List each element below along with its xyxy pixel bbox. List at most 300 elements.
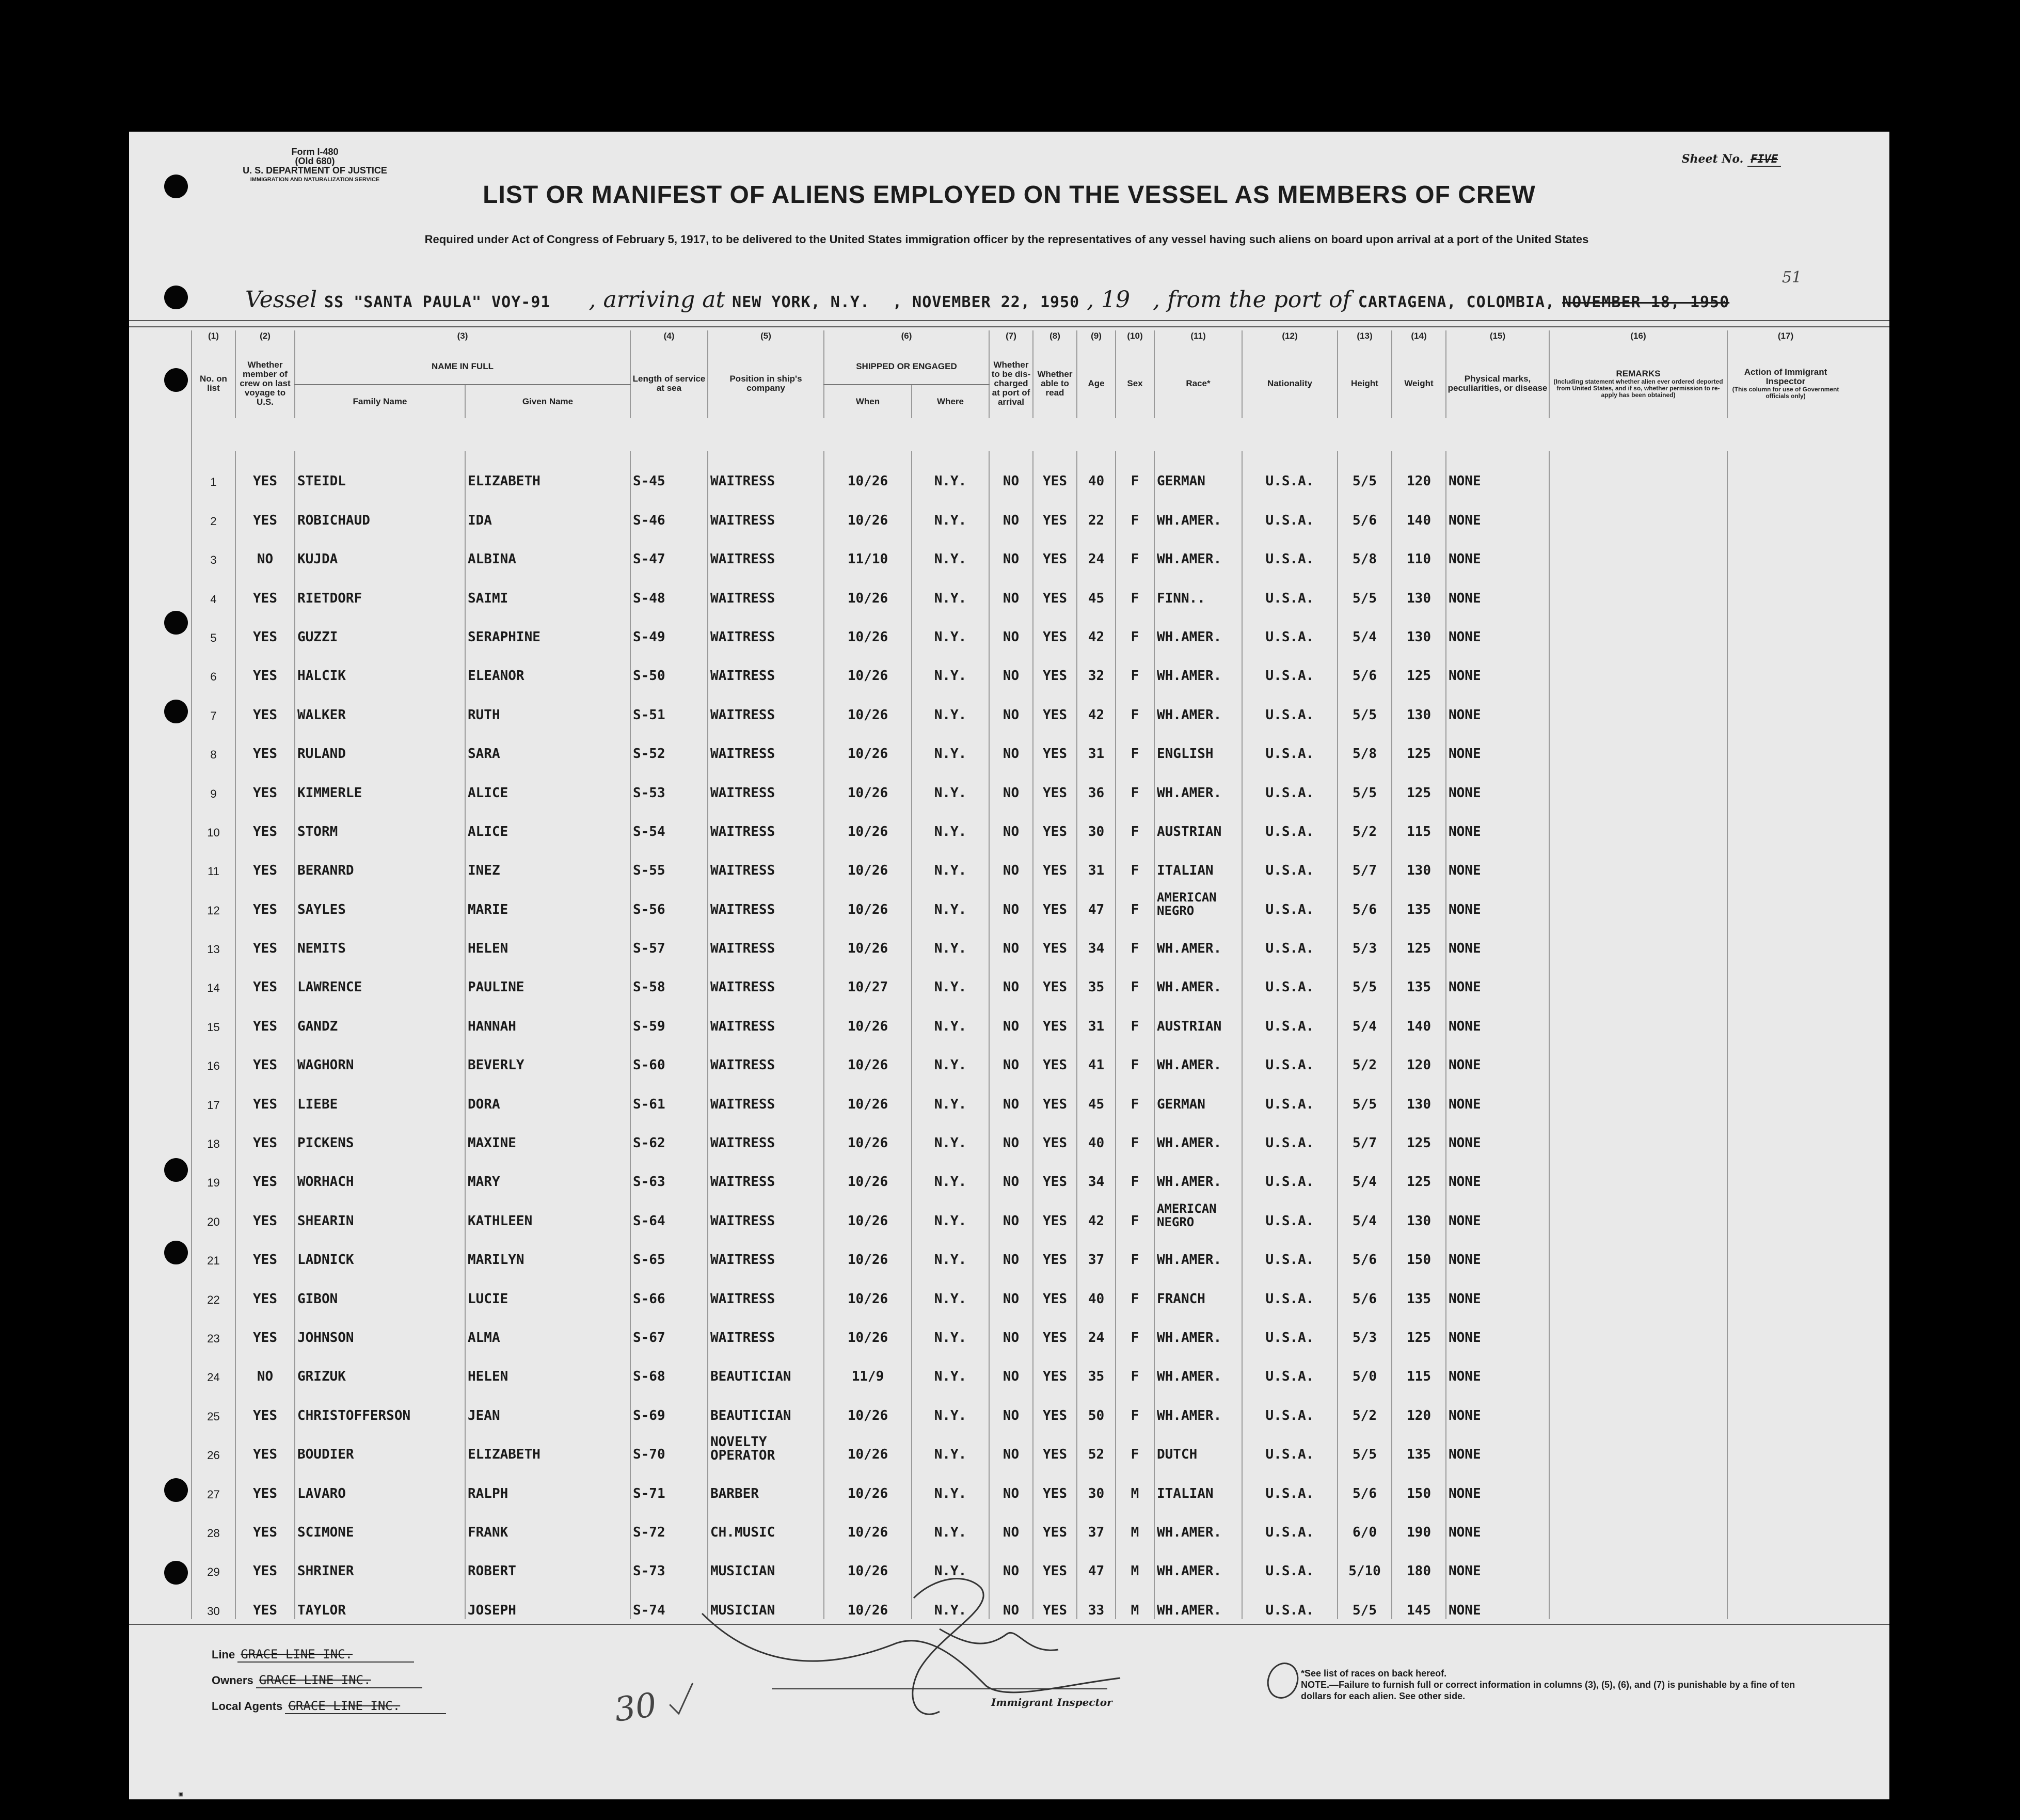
nationality: U.S.A. [1242, 841, 1338, 879]
remarks [1549, 879, 1727, 918]
member-last-voyage: YES [235, 1425, 295, 1463]
weight: 120 [1392, 1385, 1446, 1424]
col-num-14: (14) [1392, 330, 1446, 349]
service-length: S-74 [630, 1580, 708, 1619]
physical-marks: NONE [1446, 996, 1549, 1035]
row-number: 6 [192, 646, 235, 685]
binder-hole-icon [164, 175, 188, 198]
height: 5/6 [1338, 1463, 1392, 1502]
race: WH.AMER. [1154, 1385, 1242, 1424]
nationality: U.S.A. [1242, 1425, 1338, 1463]
binder-hole-icon [164, 286, 188, 309]
action-note: (This column for use of Government officials only) [1732, 386, 1839, 400]
count-mark [612, 1680, 701, 1730]
nationality: U.S.A. [1242, 957, 1338, 996]
remarks [1549, 490, 1727, 529]
shipped-where: N.Y. [912, 490, 989, 529]
member-last-voyage: YES [235, 1541, 295, 1580]
position: WAITRESS [708, 841, 824, 879]
nationality: U.S.A. [1242, 529, 1338, 568]
service-length: S-52 [630, 724, 708, 763]
remarks [1549, 1385, 1727, 1424]
col-header-nationality: Nationality [1242, 349, 1338, 418]
height: 5/6 [1338, 879, 1392, 918]
weight: 150 [1392, 1463, 1446, 1502]
col-num-10: (10) [1116, 330, 1154, 349]
member-last-voyage: YES [235, 1580, 295, 1619]
shipped-where: N.Y. [912, 1191, 989, 1229]
discharged: NO [989, 1113, 1033, 1152]
col-header-shipped: SHIPPED OR ENGAGED [824, 349, 989, 385]
member-last-voyage: YES [235, 1308, 295, 1347]
family-name: GUZZI [295, 607, 465, 646]
sex: F [1116, 1347, 1154, 1385]
position: WAITRESS [708, 957, 824, 996]
row-number: 4 [192, 568, 235, 607]
col-num-17: (17) [1727, 330, 1843, 349]
col-header-weight: Weight [1392, 349, 1446, 418]
col-num-7: (7) [989, 330, 1033, 349]
family-name: BERANRD [295, 841, 465, 879]
sex: F [1116, 1269, 1154, 1307]
given-name: FRANK [465, 1502, 630, 1541]
inspector-action [1727, 919, 1843, 957]
nationality: U.S.A. [1242, 879, 1338, 918]
inspector-action [1727, 1308, 1843, 1347]
table-row [192, 1425, 1843, 1463]
position: BARBER [708, 1463, 824, 1502]
row-number: 17 [192, 1074, 235, 1113]
vessel-label: Vessel [245, 287, 317, 313]
family-name: GANDZ [295, 996, 465, 1035]
able-to-read: YES [1033, 490, 1077, 529]
agents-value: GRACE LINE INC. [285, 1699, 446, 1714]
shipped-where: N.Y. [912, 1580, 989, 1619]
position: WAITRESS [708, 451, 824, 490]
shipped-when: 10/26 [824, 568, 912, 607]
inspector-action [1727, 490, 1843, 529]
physical-marks: NONE [1446, 724, 1549, 763]
height: 5/3 [1338, 919, 1392, 957]
shipped-where: N.Y. [912, 1541, 989, 1580]
document-title: LIST OR MANIFEST OF ALIENS EMPLOYED ON THE VESSEL AS MEMBERS OF CREW [483, 181, 1536, 209]
family-name: NEMITS [295, 919, 465, 957]
nationality: U.S.A. [1242, 451, 1338, 490]
nationality: U.S.A. [1242, 685, 1338, 723]
shipped-when: 10/26 [824, 1580, 912, 1619]
given-name: INEZ [465, 841, 630, 879]
shipped-when: 10/26 [824, 802, 912, 841]
able-to-read: YES [1033, 1502, 1077, 1541]
remarks [1549, 1230, 1727, 1269]
table-row [192, 1191, 1843, 1229]
member-last-voyage: NO [235, 529, 295, 568]
inspector-action [1727, 568, 1843, 607]
family-name: LADNICK [295, 1230, 465, 1269]
nationality: U.S.A. [1242, 1230, 1338, 1269]
height: 5/6 [1338, 646, 1392, 685]
physical-marks: NONE [1446, 1230, 1549, 1269]
shipped-where: N.Y. [912, 919, 989, 957]
line-field [212, 1647, 414, 1663]
row-number: 25 [192, 1385, 235, 1424]
inspector-signature-line [772, 1688, 1107, 1689]
nationality: U.S.A. [1242, 568, 1338, 607]
family-name: HALCIK [295, 646, 465, 685]
able-to-read: YES [1033, 1425, 1077, 1463]
race: WH.AMER. [1154, 490, 1242, 529]
action-title: Action of Immigrant Inspector [1744, 367, 1827, 386]
given-name: KATHLEEN [465, 1191, 630, 1229]
weight: 135 [1392, 1425, 1446, 1463]
sex: M [1116, 1463, 1154, 1502]
line-label: Line [212, 1648, 235, 1661]
able-to-read: YES [1033, 607, 1077, 646]
nationality: U.S.A. [1242, 1347, 1338, 1385]
physical-marks: NONE [1446, 685, 1549, 723]
remarks [1549, 957, 1727, 996]
race: AMERICAN NEGRO [1154, 1191, 1242, 1229]
column-number-row [192, 330, 1843, 349]
service-length: S-59 [630, 996, 708, 1035]
discharged: NO [989, 996, 1033, 1035]
discharged: NO [989, 1152, 1033, 1191]
document-subtitle: Required under Act of Congress of February 5, 1917, to be delivered to the United States immigration officer by the representatives of any vessel having such aliens on board upon arrival at a port of the United States [424, 233, 1589, 246]
position: WAITRESS [708, 763, 824, 801]
shipped-when: 11/10 [824, 529, 912, 568]
able-to-read: YES [1033, 451, 1077, 490]
able-to-read: YES [1033, 646, 1077, 685]
remarks [1549, 1502, 1727, 1541]
able-to-read: YES [1033, 1113, 1077, 1152]
shipped-where: N.Y. [912, 451, 989, 490]
nationality: U.S.A. [1242, 1541, 1338, 1580]
row-number: 5 [192, 607, 235, 646]
nationality: U.S.A. [1242, 1502, 1338, 1541]
nationality: U.S.A. [1242, 724, 1338, 763]
shipped-where: N.Y. [912, 1463, 989, 1502]
able-to-read: YES [1033, 1269, 1077, 1307]
header-rule-bottom [129, 326, 1889, 327]
remarks [1549, 1308, 1727, 1347]
discharged: NO [989, 490, 1033, 529]
given-name: BEVERLY [465, 1035, 630, 1074]
position: WAITRESS [708, 685, 824, 723]
table-row [192, 763, 1843, 801]
member-last-voyage: YES [235, 1074, 295, 1113]
age: 34 [1077, 1152, 1116, 1191]
inspector-action [1727, 802, 1843, 841]
col-header-sex: Sex [1116, 349, 1154, 418]
given-name: MARIE [465, 879, 630, 918]
inspector-action [1727, 1425, 1843, 1463]
given-name: DORA [465, 1074, 630, 1113]
shipped-where: N.Y. [912, 1385, 989, 1424]
table-row [192, 1269, 1843, 1307]
table-row [192, 490, 1843, 529]
race: WH.AMER. [1154, 646, 1242, 685]
shipped-when: 10/26 [824, 1152, 912, 1191]
discharged: NO [989, 957, 1033, 996]
weight: 125 [1392, 763, 1446, 801]
race: DUTCH [1154, 1425, 1242, 1463]
nationality: U.S.A. [1242, 1191, 1338, 1229]
col-header-remarks [1549, 349, 1727, 418]
height: 5/7 [1338, 841, 1392, 879]
race: WH.AMER. [1154, 529, 1242, 568]
fine-note: NOTE.—Failure to furnish full or correct information in columns (3), (5), (6), and (7) is punishable by a fine of ten dollars for each alien. See other side. [1301, 1680, 1795, 1701]
age: 40 [1077, 1269, 1116, 1307]
service-length: S-69 [630, 1385, 708, 1424]
position: WAITRESS [708, 724, 824, 763]
shipped-when: 10/26 [824, 1385, 912, 1424]
member-last-voyage: YES [235, 451, 295, 490]
shipped-where: N.Y. [912, 568, 989, 607]
shipped-when: 10/26 [824, 919, 912, 957]
sex: F [1116, 763, 1154, 801]
member-last-voyage: YES [235, 1463, 295, 1502]
given-name: ROBERT [465, 1541, 630, 1580]
position: WAITRESS [708, 568, 824, 607]
position: WAITRESS [708, 490, 824, 529]
service-length: S-64 [630, 1191, 708, 1229]
race: WH.AMER. [1154, 685, 1242, 723]
age: 35 [1077, 957, 1116, 996]
manifest-sheet [129, 132, 1889, 1799]
physical-marks: NONE [1446, 490, 1549, 529]
remarks-note: (Including statement whether alien ever ordered deported from United States, and if so, whether permission to re-apply has been obtained) [1553, 377, 1723, 399]
given-name: JEAN [465, 1385, 630, 1424]
shipped-where: N.Y. [912, 1074, 989, 1113]
given-name: RALPH [465, 1463, 630, 1502]
member-last-voyage: YES [235, 1035, 295, 1074]
physical-marks: NONE [1446, 1269, 1549, 1307]
arriving-label: , arriving at [588, 287, 725, 313]
inspector-action [1727, 451, 1843, 490]
discharged: NO [989, 1191, 1033, 1229]
shipped-where: N.Y. [912, 685, 989, 723]
page-mark: 51 [1782, 268, 1802, 287]
sex: F [1116, 1230, 1154, 1269]
given-name: IDA [465, 490, 630, 529]
sex: F [1116, 607, 1154, 646]
col-header-age: Age [1077, 349, 1116, 418]
physical-marks: NONE [1446, 1035, 1549, 1074]
family-name: RULAND [295, 724, 465, 763]
row-number: 3 [192, 529, 235, 568]
binder-hole-icon [164, 611, 188, 635]
given-name: SARA [465, 724, 630, 763]
age: 33 [1077, 1580, 1116, 1619]
service-length: S-62 [630, 1113, 708, 1152]
position: WAITRESS [708, 996, 824, 1035]
year-label: , 19 [1087, 287, 1131, 313]
discharged: NO [989, 1269, 1033, 1307]
physical-marks: NONE [1446, 1074, 1549, 1113]
table-row [192, 451, 1843, 490]
family-name: WAGHORN [295, 1035, 465, 1074]
member-last-voyage: YES [235, 879, 295, 918]
service-length: S-72 [630, 1502, 708, 1541]
race: AUSTRIAN [1154, 996, 1242, 1035]
family-name: GIBON [295, 1269, 465, 1307]
discharged: NO [989, 1502, 1033, 1541]
age: 37 [1077, 1230, 1116, 1269]
table-header [192, 330, 1843, 451]
shipped-when: 10/26 [824, 841, 912, 879]
col-num-3: (3) [295, 330, 630, 349]
race: AMERICAN NEGRO [1154, 879, 1242, 918]
discharged: NO [989, 879, 1033, 918]
remarks [1549, 919, 1727, 957]
sex: F [1116, 1035, 1154, 1074]
able-to-read: YES [1033, 1385, 1077, 1424]
discharged: NO [989, 529, 1033, 568]
sheet-number-label: Sheet No. [1681, 152, 1744, 166]
shipped-where: N.Y. [912, 1035, 989, 1074]
race: WH.AMER. [1154, 607, 1242, 646]
col-header-position: Position in ship's company [708, 349, 824, 418]
shipped-when: 10/26 [824, 1308, 912, 1347]
shipped-when: 10/26 [824, 685, 912, 723]
shipped-where: N.Y. [912, 1347, 989, 1385]
able-to-read: YES [1033, 685, 1077, 723]
weight: 135 [1392, 1269, 1446, 1307]
inspector-action [1727, 763, 1843, 801]
height: 5/5 [1338, 451, 1392, 490]
family-name: JOHNSON [295, 1308, 465, 1347]
row-number: 18 [192, 1113, 235, 1152]
inspector-action [1727, 529, 1843, 568]
family-name: SHRINER [295, 1541, 465, 1580]
owners-label: Owners [212, 1674, 253, 1687]
member-last-voyage: YES [235, 1385, 295, 1424]
position: WAITRESS [708, 646, 824, 685]
family-name: TAYLOR [295, 1580, 465, 1619]
form-identifier [230, 147, 400, 184]
race: WH.AMER. [1154, 1152, 1242, 1191]
given-name: MARILYN [465, 1230, 630, 1269]
table-row [192, 1385, 1843, 1424]
position: WAITRESS [708, 1191, 824, 1229]
family-name: STEIDL [295, 451, 465, 490]
col-header-discharged: Whether to be dis-charged at port of arrival [989, 349, 1033, 418]
col-num-15: (15) [1446, 330, 1549, 349]
given-name: RUTH [465, 685, 630, 723]
sex: F [1116, 685, 1154, 723]
family-name: BOUDIER [295, 1425, 465, 1463]
weight: 115 [1392, 1347, 1446, 1385]
shipped-where: N.Y. [912, 529, 989, 568]
physical-marks: NONE [1446, 1541, 1549, 1580]
discharged: NO [989, 1230, 1033, 1269]
remarks [1549, 646, 1727, 685]
sex: F [1116, 724, 1154, 763]
physical-marks: NONE [1446, 1463, 1549, 1502]
physical-marks: NONE [1446, 802, 1549, 841]
height: 5/5 [1338, 568, 1392, 607]
column-label-row [192, 349, 1843, 385]
service-length: S-66 [630, 1269, 708, 1307]
shipped-when: 10/26 [824, 724, 912, 763]
table-row [192, 685, 1843, 723]
sex: F [1116, 957, 1154, 996]
sex: F [1116, 1385, 1154, 1424]
col-header-service: Length of service at sea [630, 349, 708, 418]
remarks [1549, 568, 1727, 607]
table-row [192, 568, 1843, 607]
shipped-where: N.Y. [912, 763, 989, 801]
member-last-voyage: YES [235, 685, 295, 723]
family-name: CHRISTOFFERSON [295, 1385, 465, 1424]
weight: 115 [1392, 802, 1446, 841]
member-last-voyage: YES [235, 1269, 295, 1307]
position: BEAUTICIAN [708, 1347, 824, 1385]
nationality: U.S.A. [1242, 802, 1338, 841]
checkmark-icon [664, 1680, 699, 1720]
row-number: 29 [192, 1541, 235, 1580]
table-row [192, 529, 1843, 568]
vessel-name: SS "SANTA PAULA" VOY-91 [324, 293, 551, 311]
col-num-2: (2) [235, 330, 295, 349]
weight: 120 [1392, 1035, 1446, 1074]
height: 5/4 [1338, 607, 1392, 646]
from-date: NOVEMBER 18, 1950 [1562, 293, 1730, 311]
given-name: JOSEPH [465, 1580, 630, 1619]
inspector-action [1727, 1035, 1843, 1074]
sex: F [1116, 1425, 1154, 1463]
able-to-read: YES [1033, 724, 1077, 763]
inspector-label: Immigrant Inspector [991, 1696, 1112, 1708]
binder-hole-icon [164, 1158, 188, 1182]
col-header-name: NAME IN FULL [295, 349, 630, 385]
table-row [192, 1113, 1843, 1152]
member-last-voyage: YES [235, 802, 295, 841]
table-row [192, 841, 1843, 879]
nationality: U.S.A. [1242, 1385, 1338, 1424]
inspector-action [1727, 1502, 1843, 1541]
family-name: PICKENS [295, 1113, 465, 1152]
weight: 130 [1392, 685, 1446, 723]
shipped-where: N.Y. [912, 1152, 989, 1191]
col-num-13: (13) [1338, 330, 1392, 349]
shipped-when: 10/26 [824, 879, 912, 918]
position: MUSICIAN [708, 1580, 824, 1619]
physical-marks: NONE [1446, 1113, 1549, 1152]
remarks [1549, 451, 1727, 490]
position: WAITRESS [708, 607, 824, 646]
penalty-note [1301, 1668, 1796, 1702]
age: 31 [1077, 724, 1116, 763]
sex: F [1116, 1074, 1154, 1113]
age: 41 [1077, 1035, 1116, 1074]
position: WAITRESS [708, 529, 824, 568]
shipped-when: 10/26 [824, 996, 912, 1035]
col-header-read: Whether able to read [1033, 349, 1077, 418]
inspector-action [1727, 879, 1843, 918]
height: 5/7 [1338, 1113, 1392, 1152]
sheet-number [1682, 152, 1781, 166]
inspector-action [1727, 607, 1843, 646]
binder-hole-icon [164, 1478, 188, 1502]
remarks-title: REMARKS [1616, 368, 1661, 378]
family-name: LAVARO [295, 1463, 465, 1502]
member-last-voyage: YES [235, 841, 295, 879]
discharged: NO [989, 685, 1033, 723]
inspector-action [1727, 1191, 1843, 1229]
col-header-race: Race* [1154, 349, 1242, 418]
discharged: NO [989, 841, 1033, 879]
